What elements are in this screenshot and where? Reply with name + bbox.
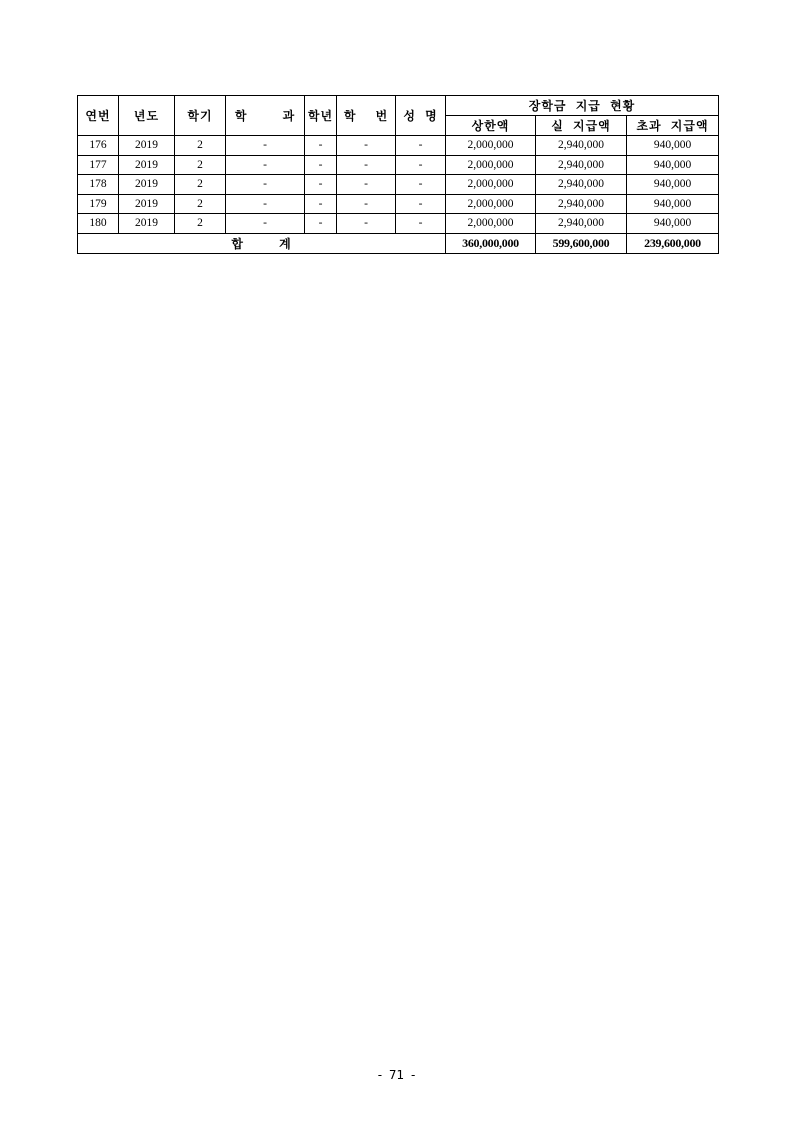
cell-name: - <box>396 214 446 234</box>
cell-semester: 2 <box>175 194 226 214</box>
scholarship-table <box>77 95 719 254</box>
cell-name: - <box>396 175 446 195</box>
header-grade: 학년 <box>305 96 337 136</box>
cell-department: - <box>226 136 305 156</box>
cell-grade: - <box>305 155 337 175</box>
cell-grade: - <box>305 175 337 195</box>
total-limit: 360,000,000 <box>446 233 536 253</box>
cell-semester: 2 <box>175 136 226 156</box>
cell-year: 2019 <box>119 175 175 195</box>
cell-student-id: - <box>337 175 396 195</box>
header-limit: 상한액 <box>446 116 536 136</box>
cell-limit: 2,000,000 <box>446 136 536 156</box>
cell-grade: - <box>305 214 337 234</box>
scholarship-table-section <box>77 95 718 254</box>
header-seq: 연번 <box>78 96 119 136</box>
cell-semester: 2 <box>175 214 226 234</box>
page-number: - 71 - <box>377 1068 416 1082</box>
cell-limit: 2,000,000 <box>446 194 536 214</box>
cell-limit: 2,000,000 <box>446 214 536 234</box>
table-row <box>78 136 719 156</box>
header-name: 성 명 <box>396 96 446 136</box>
cell-excess: 940,000 <box>627 175 719 195</box>
table-row <box>78 175 719 195</box>
cell-name: - <box>396 155 446 175</box>
header-semester: 학기 <box>175 96 226 136</box>
cell-department: - <box>226 175 305 195</box>
header-row-1 <box>78 96 719 116</box>
cell-seq: 179 <box>78 194 119 214</box>
cell-actual: 2,940,000 <box>536 155 627 175</box>
cell-department: - <box>226 194 305 214</box>
cell-student-id: - <box>337 155 396 175</box>
table-row <box>78 194 719 214</box>
cell-department: - <box>226 214 305 234</box>
cell-excess: 940,000 <box>627 194 719 214</box>
table-row <box>78 155 719 175</box>
cell-excess: 940,000 <box>627 136 719 156</box>
cell-year: 2019 <box>119 194 175 214</box>
total-label: 합 계 <box>78 233 446 253</box>
cell-seq: 176 <box>78 136 119 156</box>
cell-student-id: - <box>337 214 396 234</box>
cell-actual: 2,940,000 <box>536 214 627 234</box>
cell-department: - <box>226 155 305 175</box>
total-row <box>78 233 719 253</box>
cell-name: - <box>396 136 446 156</box>
cell-actual: 2,940,000 <box>536 136 627 156</box>
cell-year: 2019 <box>119 155 175 175</box>
header-scholarship-status: 장학금 지급 현황 <box>446 96 719 116</box>
cell-student-id: - <box>337 136 396 156</box>
cell-excess: 940,000 <box>627 155 719 175</box>
cell-limit: 2,000,000 <box>446 155 536 175</box>
header-department: 학 과 <box>226 96 305 136</box>
cell-year: 2019 <box>119 214 175 234</box>
cell-actual: 2,940,000 <box>536 175 627 195</box>
cell-excess: 940,000 <box>627 214 719 234</box>
cell-seq: 177 <box>78 155 119 175</box>
cell-actual: 2,940,000 <box>536 194 627 214</box>
cell-year: 2019 <box>119 136 175 156</box>
header-year: 년도 <box>119 96 175 136</box>
cell-student-id: - <box>337 194 396 214</box>
total-excess: 239,600,000 <box>627 233 719 253</box>
cell-grade: - <box>305 194 337 214</box>
cell-limit: 2,000,000 <box>446 175 536 195</box>
table-row <box>78 214 719 234</box>
cell-semester: 2 <box>175 175 226 195</box>
header-excess: 초과 지급액 <box>627 116 719 136</box>
total-actual: 599,600,000 <box>536 233 627 253</box>
cell-seq: 178 <box>78 175 119 195</box>
header-actual: 실 지급액 <box>536 116 627 136</box>
cell-name: - <box>396 194 446 214</box>
header-student-id: 학 번 <box>337 96 396 136</box>
cell-semester: 2 <box>175 155 226 175</box>
cell-grade: - <box>305 136 337 156</box>
cell-seq: 180 <box>78 214 119 234</box>
